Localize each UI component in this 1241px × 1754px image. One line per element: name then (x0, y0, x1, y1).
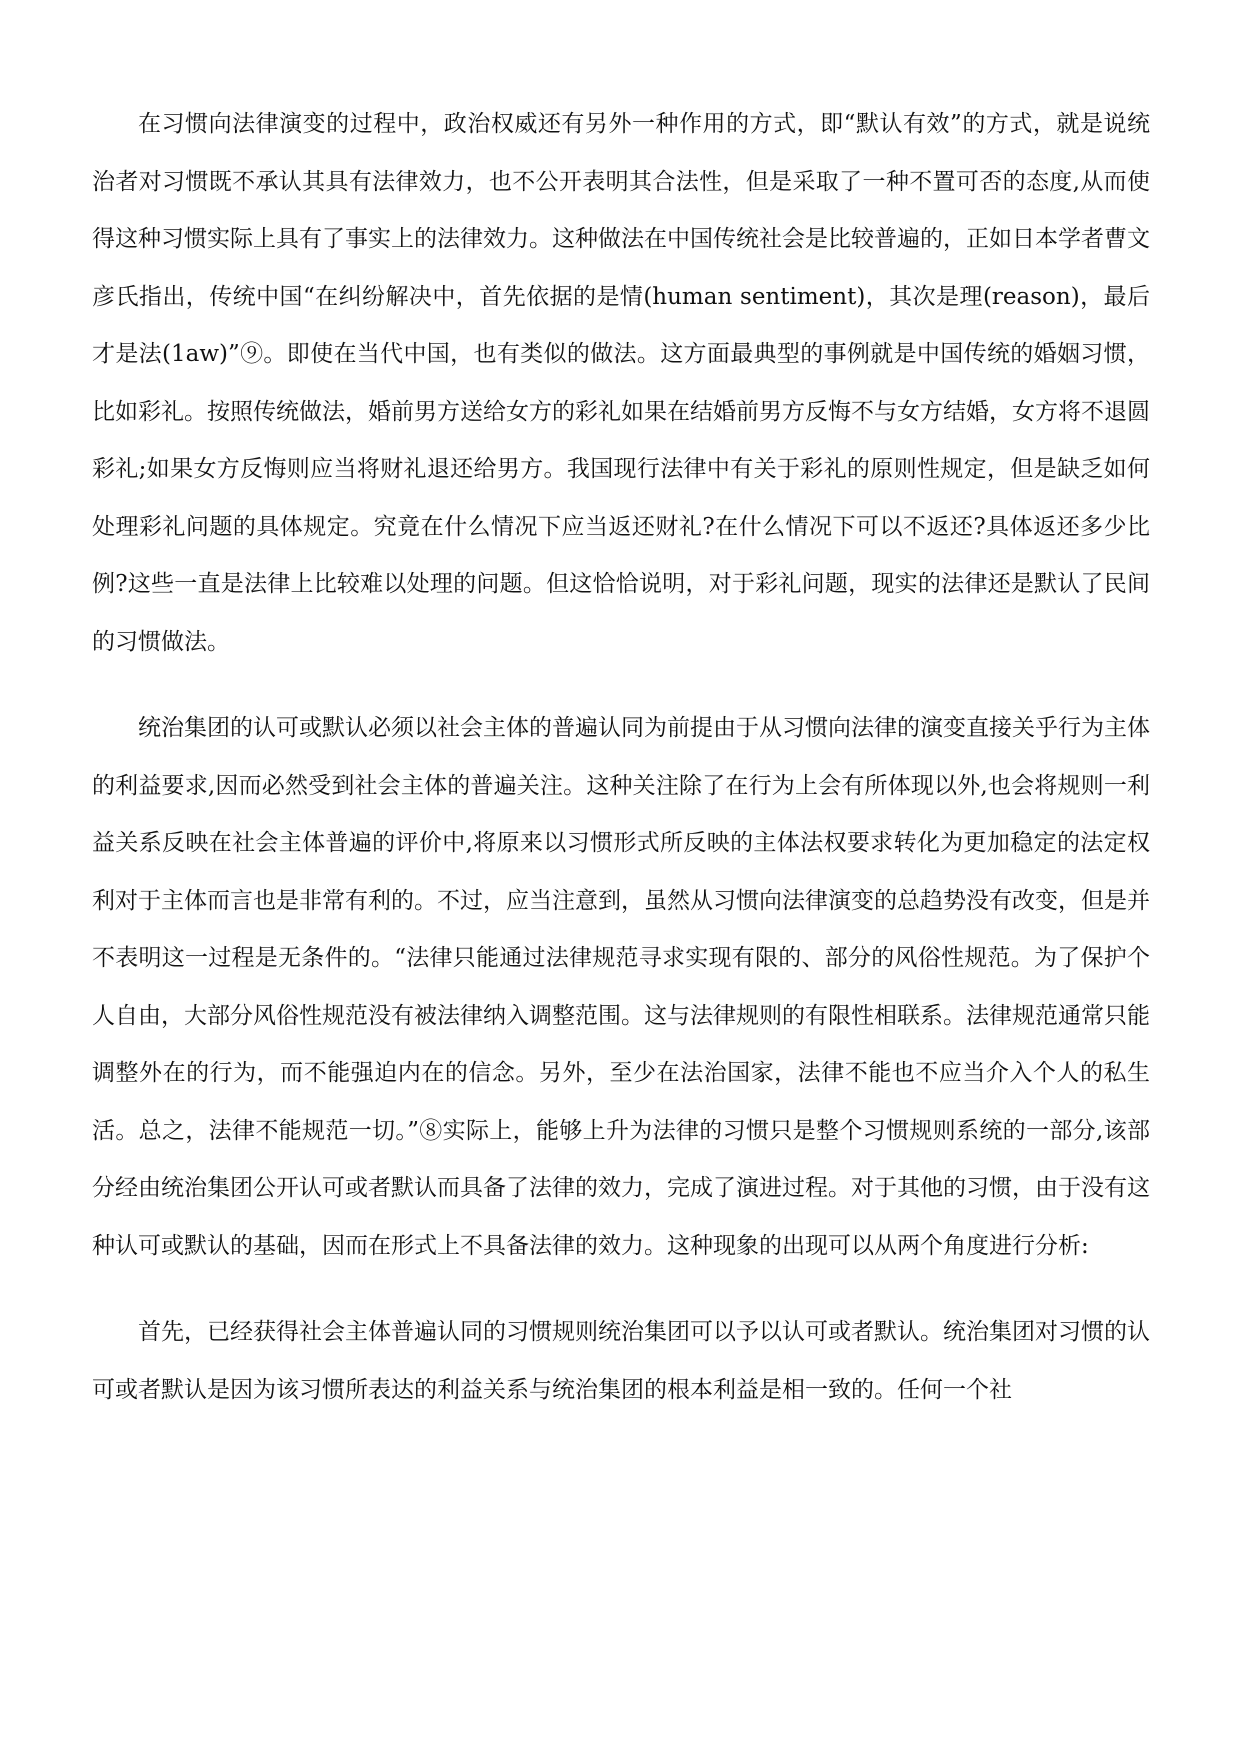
paragraph-3: 首先，已经获得社会主体普遍认同的习惯规则统治集团可以予以认可或者默认。统治集团对习惯的认可或者默认是因为该习惯所表达的利益关系与统治集团的根本利益是相一致的。任何一个社 (92, 1319, 1150, 1403)
paragraph-2: 统治集团的认可或默认必须以社会主体的普遍认同为前提由于从习惯向法律的演变直接关乎行为主体的利益要求,因而必然受到社会主体的普遍关注。这种关注除了在行为上会有所体现以外,也会将规则一利益关系反映在社会主体普遍的评价中,将原来以习惯形式所反映的主体法权要求转化为更加稳定的法定权利对于主体而言也是非常有利的。不过，应当注意到，虽然从习惯向法律演变的总趋势没有改变，但是并不表明这一过程是无条件的。“法律只能通过法律规范寻求实现有限的、部分的风俗性规范。为了保护个人自由，大部分风俗性规范没有被法律纳入调整范围。这与法律规则的有限性相联系。法律规范通常只能调整外在的行为，而不能强迫内在的信念。另外，至少在法治国家，法律不能也不应当介入个人的私生活。总之，法律不能规范一切。”⑧实际上，能够上升为法律的习惯只是整个习惯规则系统的一部分,该部分经由统治集团公开认可或者默认而具备了法律的效力，完成了演进过程。对于其他的习惯，由于没有这种认可或默认的基础，因而在形式上不具备法律的效力。这种现象的出现可以从两个角度进行分析: (92, 715, 1150, 1259)
body-text (92, 96, 1150, 1419)
paragraph-1: 在习惯向法律演变的过程中，政治权威还有另外一种作用的方式，即“默认有效”的方式，就是说统治者对习惯既不承认其具有法律效力，也不公开表明其合法性，但是采取了一种不置可否的态度,从而使得这种习惯实际上具有了事实上的法律效力。这种做法在中国传统社会是比较普遍的，正如日本学者曹文彦氏指出，传统中国“在纠纷解决中，首先依据的是情(human sentiment)，其次是理(reason)，最后才是法(1aw)”⑨。即使在当代中国，也有类似的做法。这方面最典型的事例就是中国传统的婚姻习惯，比如彩礼。按照传统做法，婚前男方送给女方的彩礼如果在结婚前男方反悔不与女方结婚，女方将不退圆彩礼;如果女方反悔则应当将财礼退还给男方。我国现行法律中有关于彩礼的原则性规定，但是缺乏如何处理彩礼问题的具体规定。究竟在什么情况下应当返还财礼?在什么情况下可以不返还?具体返还多少比例?这些一直是法律上比较难以处理的问题。但这恰恰说明，对于彩礼问题，现实的法律还是默认了民间的习惯做法。 (92, 111, 1150, 655)
